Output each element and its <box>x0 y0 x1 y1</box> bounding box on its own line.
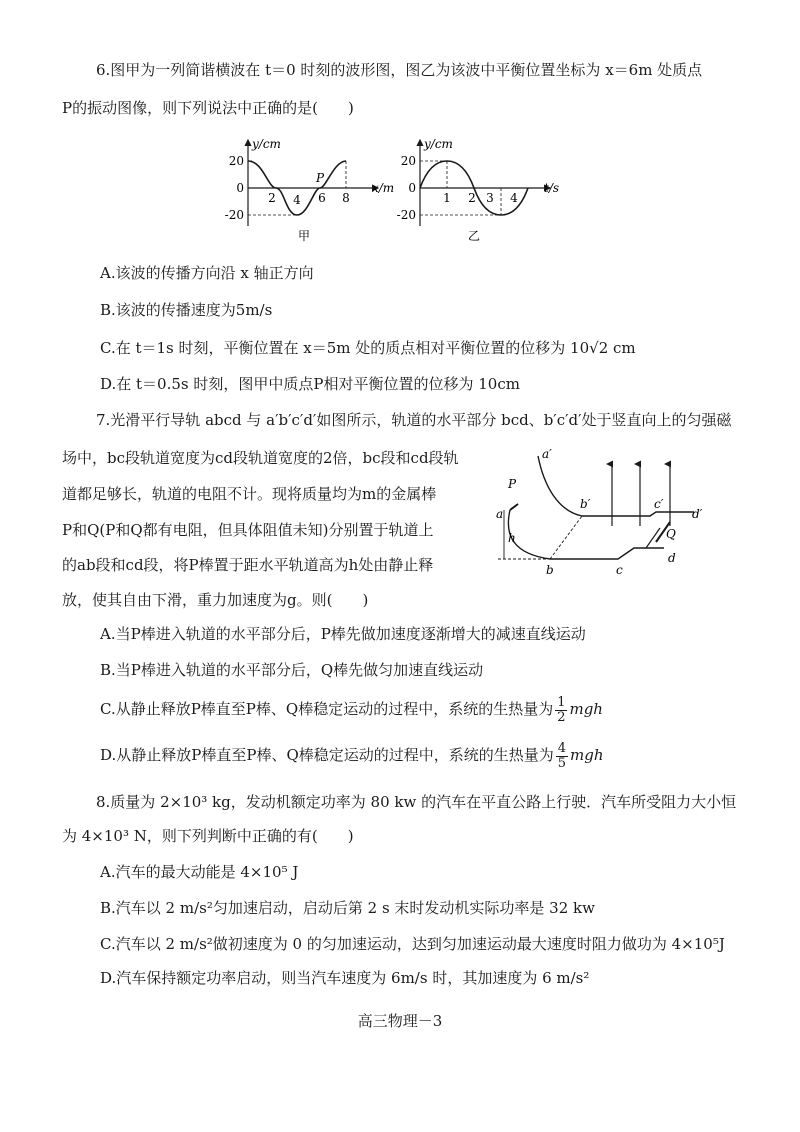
q7-option-c <box>100 692 603 726</box>
yi-xtick-2: 2 <box>468 191 476 205</box>
q6-option-a: A.该波的传播方向沿 x 轴正方向 <box>100 264 314 282</box>
label-c-prime: c′ <box>654 497 664 511</box>
jia-point-p: P <box>316 171 325 185</box>
frac-numerator: 1 <box>557 694 566 710</box>
q6-stem-line1: 6.图甲为一列简谐横波在 t＝0 时刻的波形图，图乙为该波中平衡位置坐标为 x＝6m 处质点 <box>96 61 703 79</box>
q7-option-c-text: C.从静止释放P棒直至P棒、Q棒稳定运动的过程中，系统的生热量为 <box>100 700 554 718</box>
jia-xtick-6: 6 <box>318 191 326 205</box>
fraction-four-fifths <box>556 742 568 771</box>
jia-xtick-4: 4 <box>293 193 301 207</box>
jia-xtick-2: 2 <box>268 191 276 205</box>
q6-option-d: D.在 t＝0.5s 时刻，图甲中质点P相对平衡位置的位移为 10cm <box>100 375 520 393</box>
label-b-prime: b′ <box>580 497 591 511</box>
label-a: a <box>496 507 504 521</box>
yi-xtick-1: 1 <box>443 191 451 205</box>
q7-stem-line2: 场中，bc段轨道宽度为cd段轨道宽度的2倍，bc段和cd段轨 <box>62 449 459 467</box>
label-c: c <box>616 563 623 577</box>
label-b: b <box>546 563 554 577</box>
jia-xtick-8: 8 <box>342 191 350 205</box>
q8-option-d: D.汽车保持额定功率启动，则当汽车速度为 6m/s 时，其加速度为 6 m/s² <box>100 969 590 987</box>
q8-option-c: C.汽车以 2 m/s²做初速度为 0 的匀加速运动，达到匀加速运动最大速度时阻力做功为 4×10⁵J <box>100 935 725 953</box>
q8-stem-line2: 为 4×10³ N，则下列判断中正确的有( ) <box>62 827 354 845</box>
yi-y-unit: y/cm <box>424 137 453 151</box>
q7-option-d-text: D.从静止释放P棒直至P棒、Q棒稳定运动的过程中，系统的生热量为 <box>100 746 554 764</box>
frac-denominator: 5 <box>557 755 567 771</box>
q7-option-b: B.当P棒进入轨道的水平部分后，Q棒先做匀加速直线运动 <box>100 661 484 679</box>
wave-graph-jia <box>224 134 398 244</box>
yi-xtick-3: 3 <box>486 191 494 205</box>
jia-x-unit: x/m <box>372 181 395 195</box>
frac-denominator: 2 <box>557 709 566 725</box>
jia-y-unit: y/cm <box>252 137 281 151</box>
label-a-prime: a′ <box>542 447 552 461</box>
q7-option-d <box>100 738 604 772</box>
vibration-graph-yi <box>396 134 570 244</box>
yi-ytick-0: 0 <box>408 181 416 195</box>
frac-numerator: 4 <box>557 740 567 756</box>
jia-ytick-0: 0 <box>236 181 244 195</box>
fraction-one-half <box>555 696 567 725</box>
q7-option-c-mgh: mgh <box>569 700 603 718</box>
q7-option-a: A.当P棒进入轨道的水平部分后，P棒先做加速度逐渐增大的减速直线运动 <box>100 625 586 643</box>
yi-caption: 乙 <box>467 229 481 243</box>
label-q: Q <box>666 527 676 541</box>
label-d: d <box>668 551 676 565</box>
q7-stem-line1: 7.光滑平行导轨 abcd 与 a′b′c′d′如图所示，轨道的水平部分 bcd、b′c′d′处于竖直向上的匀强磁 <box>96 411 732 429</box>
q7-stem-line5: 的ab段和cd段，将P棒置于距水平轨道高为h处由静止释 <box>62 556 434 574</box>
jia-ytick-20: 20 <box>228 154 244 168</box>
label-h: h <box>508 531 516 545</box>
yi-xtick-4: 4 <box>510 191 518 205</box>
yi-ytick-20: 20 <box>400 154 416 168</box>
rail-diagram <box>488 446 720 578</box>
yi-x-unit: t/s <box>544 181 560 195</box>
q7-stem-line3: 道都足够长，轨道的电阻不计。现将质量均为m的金属棒 <box>62 485 437 503</box>
q7-stem-line6: 放，使其自由下滑，重力加速度为g。则( ) <box>62 591 369 609</box>
q6-option-b: B.该波的传播速度为5m/s <box>100 301 273 319</box>
page-footer: 高三物理－3 <box>357 1012 443 1030</box>
q6-stem-line2: P的振动图像，则下列说法中正确的是( ) <box>62 99 354 117</box>
yi-ytick-neg20: -20 <box>396 208 416 222</box>
label-d-prime: d′ <box>692 507 703 521</box>
q7-stem-line4: P和Q(P和Q都有电阻，但具体阻值未知)分别置于轨道上 <box>62 521 434 539</box>
q8-option-a: A.汽车的最大动能是 4×10⁵ J <box>100 863 299 881</box>
q8-option-b: B.汽车以 2 m/s²匀加速启动，启动后第 2 s 末时发动机实际功率是 32 kw <box>100 899 595 917</box>
q8-stem-line1: 8.质量为 2×10³ kg，发动机额定功率为 80 kw 的汽车在平直公路上行驶．汽车所受阻力大小恒 <box>96 793 737 811</box>
jia-caption: 甲 <box>297 229 311 243</box>
q7-option-d-mgh: mgh <box>570 746 604 764</box>
label-p: P <box>508 477 517 491</box>
q6-option-c: C.在 t＝1s 时刻，平衡位置在 x＝5m 处的质点相对平衡位置的位移为 10√2 cm <box>100 339 636 357</box>
jia-ytick-neg20: -20 <box>224 208 244 222</box>
